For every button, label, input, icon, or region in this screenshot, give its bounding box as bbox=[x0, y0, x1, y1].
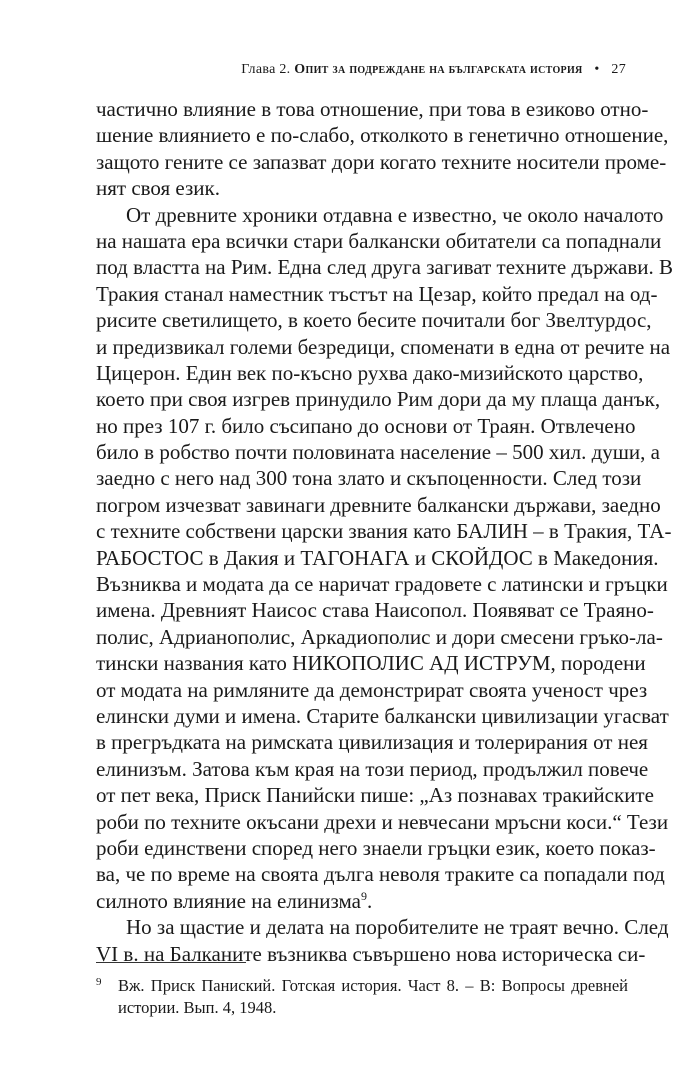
text-line: в прегръдката на римската цивилизация и толерирания от нея bbox=[96, 730, 648, 755]
body-text bbox=[96, 96, 674, 967]
text-line: Възниква и модата да се наричат градовете с латински и гръцки bbox=[96, 572, 668, 597]
text-line: имена. Древният Наисос става Наисопол. Появяват се Траяно- bbox=[96, 598, 654, 623]
text-line: силното влияние на елинизма$^9$. bbox=[96, 888, 373, 913]
footnote-line: истории. Вып. 4, 1948. bbox=[118, 998, 277, 1017]
text-line: VI в. на Балканите възниква съвършено нова историческа си- bbox=[96, 941, 646, 966]
text-line: и предизвикал големи безредици, споменати в една от речите на bbox=[96, 334, 671, 359]
chapter-label: Глава 2. bbox=[241, 62, 291, 77]
text-line: Тракия станал наместник тъстът на Цезар, който предал на од- bbox=[96, 281, 658, 306]
paragraph bbox=[96, 202, 674, 915]
running-head bbox=[241, 62, 626, 78]
footnote-item bbox=[96, 975, 628, 1019]
text-line: нят своя език. bbox=[96, 176, 220, 201]
text-line: елински думи и имена. Старите балкански цивилизации угасват bbox=[96, 703, 669, 728]
text-line: от пет века, Приск Панийски пише: „Аз познавах тракийските bbox=[96, 783, 654, 808]
footnotes bbox=[96, 975, 628, 1019]
text-line: било в робство почти половината население – 500 хил. души, а bbox=[96, 440, 660, 465]
text-line: роби по техните окъсани дрехи и невчесани мръсни коси.“ Тези bbox=[96, 809, 669, 834]
text-line: заедно с него над 300 тона злато и скъпоценности. След този bbox=[96, 466, 642, 491]
text-line: От древните хроники отдавна е известно, че около началото bbox=[126, 202, 664, 227]
chapter-title: Опит за подреждане на българската история bbox=[294, 62, 583, 77]
text-line: ва, че по време на своята дълга неволя траките са попадали под bbox=[96, 862, 665, 887]
text-line: РАБОСТОС в Дакия и ТАГОНАГА и СКОЙДОС в Македония. bbox=[96, 545, 659, 570]
footnote-rule bbox=[96, 962, 246, 963]
text-line: защото гените се запазват дори когато техните носители проме- bbox=[96, 149, 667, 174]
text-line: с техните собствени царски звания като БАЛИН – в Тракия, ТА- bbox=[96, 519, 672, 544]
text-line: погром изчезват завинаги древните балкански държави, заедно bbox=[96, 492, 661, 517]
text-line: тински названия като НИКОПОЛИС АД ИСТРУМ, породени bbox=[96, 651, 646, 676]
header-separator: • bbox=[594, 62, 600, 77]
text-line: под властта на Рим. Една след друга загиват техните държави. В bbox=[96, 255, 674, 280]
paragraph bbox=[96, 96, 669, 202]
text-line: Цицерон. Един век по-късно рухва дако-мизийското царство, bbox=[96, 360, 644, 385]
text-line: частично влияние в това отношение, при това в езиково отно- bbox=[96, 97, 649, 121]
text-line: рисите светилището, в което бесите почитали бог Звелтурдос, bbox=[96, 308, 652, 333]
footnote-line: 9 Вж. Приск Паниский. Готская история. Част 8. – В: Вопросы древней bbox=[96, 975, 628, 995]
page-number: 27 bbox=[611, 62, 626, 77]
text-line: роби единствени според него знаели гръцки език, което показ- bbox=[96, 835, 656, 860]
paragraph bbox=[96, 914, 669, 967]
footnote-reference[interactable]: 9 bbox=[361, 888, 368, 903]
text-line: шение влиянието е по-слабо, отколкото в генетично отношение, bbox=[96, 123, 669, 148]
text-line: Но за щастие и делата на поробителите не траят вечно. След bbox=[126, 915, 669, 940]
text-line: полис, Адрианополис, Аркадиополис и дори смесени гръко-ла- bbox=[96, 624, 663, 649]
text-line: от модата на римляните да демонстрират своята ученост чрез bbox=[96, 677, 648, 702]
text-line: елинизъм. Затова към края на този период, продължил повече bbox=[96, 756, 649, 781]
text-line: което при своя изгрев принудило Рим дори да му плаща данък, bbox=[96, 387, 661, 412]
text-line: на нашата ера всички стари балкански обитатели са попаднали bbox=[96, 228, 662, 253]
text-line: но през 107 г. било съсипано до основи от Траян. Отвлечено bbox=[96, 413, 636, 438]
